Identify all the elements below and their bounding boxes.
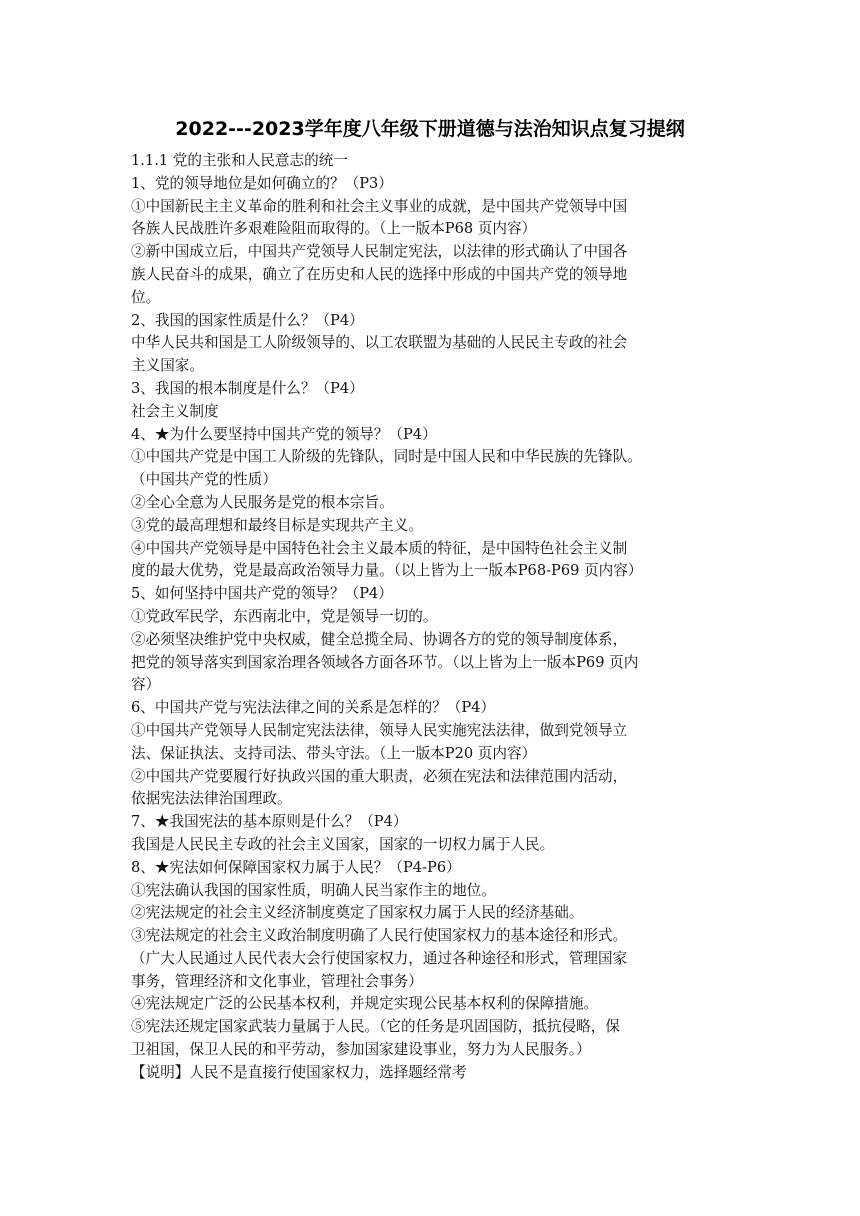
answer-line: ①中国新民主主义革命的胜利和社会主义事业的成就，是中国共产党领导中国 bbox=[131, 197, 628, 215]
question-2: 2、我国的国家性质是什么？（P4） bbox=[131, 311, 364, 329]
answer-line: ⑤宪法还规定国家武装力量属于人民。（它的任务是巩固国防，抵抗侵略，保 bbox=[131, 1018, 620, 1036]
answer-line: 法、保证执法、支持司法、带头守法。（上一版本P20 页内容） bbox=[131, 744, 537, 762]
document-title: 2022---2023学年度八年级下册道德与法治知识点复习提纲 bbox=[175, 118, 685, 140]
answer-line: 依据宪法法律治国理政。 bbox=[131, 790, 292, 808]
answer-line: 我国是人民民主专政的社会主义国家，国家的一切权力属于人民。 bbox=[131, 835, 555, 853]
question-1: 1、党的领导地位是如何确立的？（P3） bbox=[131, 174, 393, 192]
answer-line: ①中国共产党是中国工人阶级的先锋队，同时是中国人民和中华民族的先锋队。 bbox=[131, 448, 642, 466]
answer-line: 度的最大优势，党是最高政治领导力量。（以上皆为上一版本P68-P69 页内容） bbox=[131, 562, 643, 580]
question-7: 7、★我国宪法的基本原则是什么？（P4） bbox=[131, 813, 408, 831]
note-line: 【说明】人民不是直接行使国家权力，选择题经常考 bbox=[131, 1063, 467, 1081]
answer-line: 卫祖国，保卫人民的和平劳动，参加国家建设事业，努力为人民服务。） bbox=[131, 1041, 591, 1059]
answer-line: 事务，管理经济和文化事业，管理社会事务） bbox=[131, 972, 423, 990]
answer-line: （广大人民通过人民代表大会行使国家权力，通过各种途径和形式，管理国家 bbox=[131, 949, 628, 967]
document-body bbox=[131, 150, 731, 1085]
answer-line: 主义国家。 bbox=[131, 357, 204, 375]
answer-line: ①宪法确认我国的国家性质，明确人民当家作主的地位。 bbox=[131, 881, 496, 899]
answer-line: ①党政军民学，东西南北中，党是领导一切的。 bbox=[131, 607, 438, 625]
answer-line: 族人民奋斗的成果，确立了在历史和人民的选择中形成的中国共产党的领导地 bbox=[131, 265, 628, 283]
question-3: 3、我国的根本制度是什么？（P4） bbox=[131, 379, 364, 397]
answer-line: （中国共产党的性质） bbox=[131, 471, 277, 489]
section-heading: 1.1.1 党的主张和人民意志的统一 bbox=[131, 152, 348, 169]
answer-line: ④宪法规定广泛的公民基本权利，并规定实现公民基本权利的保障措施。 bbox=[131, 995, 599, 1013]
answer-line: 容） bbox=[131, 676, 161, 694]
answer-line: 把党的领导落实到国家治理各领域各方面各环节。（以上皆为上一版本P69 页内 bbox=[131, 653, 639, 671]
question-8: 8、★宪法如何保障国家权力属于人民？（P4-P6） bbox=[131, 858, 461, 876]
answer-line: ③宪法规定的社会主义政治制度明确了人民行使国家权力的基本途径和形式。 bbox=[131, 927, 628, 945]
answer-line: ④中国共产党领导是中国特色社会主义最本质的特征，是中国特色社会主义制 bbox=[131, 539, 628, 557]
answer-line: ③党的最高理想和最终目标是实现共产主义。 bbox=[131, 516, 423, 534]
answer-line: ②新中国成立后，中国共产党领导人民制定宪法，以法律的形式确认了中国各 bbox=[131, 243, 628, 261]
answer-line: 位。 bbox=[131, 288, 161, 306]
answer-line: ②必须坚决维护党中央权威，健全总揽全局、协调各方的党的领导制度体系， bbox=[131, 630, 628, 648]
answer-line: ②全心全意为人民服务是党的根本宗旨。 bbox=[131, 493, 394, 511]
question-4: 4、★为什么要坚持中国共产党的领导？（P4） bbox=[131, 425, 437, 443]
answer-line: ①中国共产党领导人民制定宪法法律，领导人民实施宪法法律，做到党领导立 bbox=[131, 721, 628, 739]
answer-line: 中华人民共和国是工人阶级领导的、以工农联盟为基础的人民民主专政的社会 bbox=[131, 334, 628, 352]
question-5: 5、如何坚持中国共产党的领导？（P4） bbox=[131, 585, 393, 603]
answer-line: ②宪法规定的社会主义经济制度奠定了国家权力属于人民的经济基础。 bbox=[131, 904, 584, 922]
answer-line: ②中国共产党要履行好执政兴国的重大职责，必须在宪法和法律范围内活动， bbox=[131, 767, 628, 785]
answer-line: 社会主义制度 bbox=[131, 402, 219, 420]
question-6: 6、中国共产党与宪法法律之间的关系是怎样的？（P4） bbox=[131, 699, 496, 717]
answer-line: 各族人民战胜许多艰难险阻而取得的。（上一版本P68 页内容） bbox=[131, 220, 537, 238]
